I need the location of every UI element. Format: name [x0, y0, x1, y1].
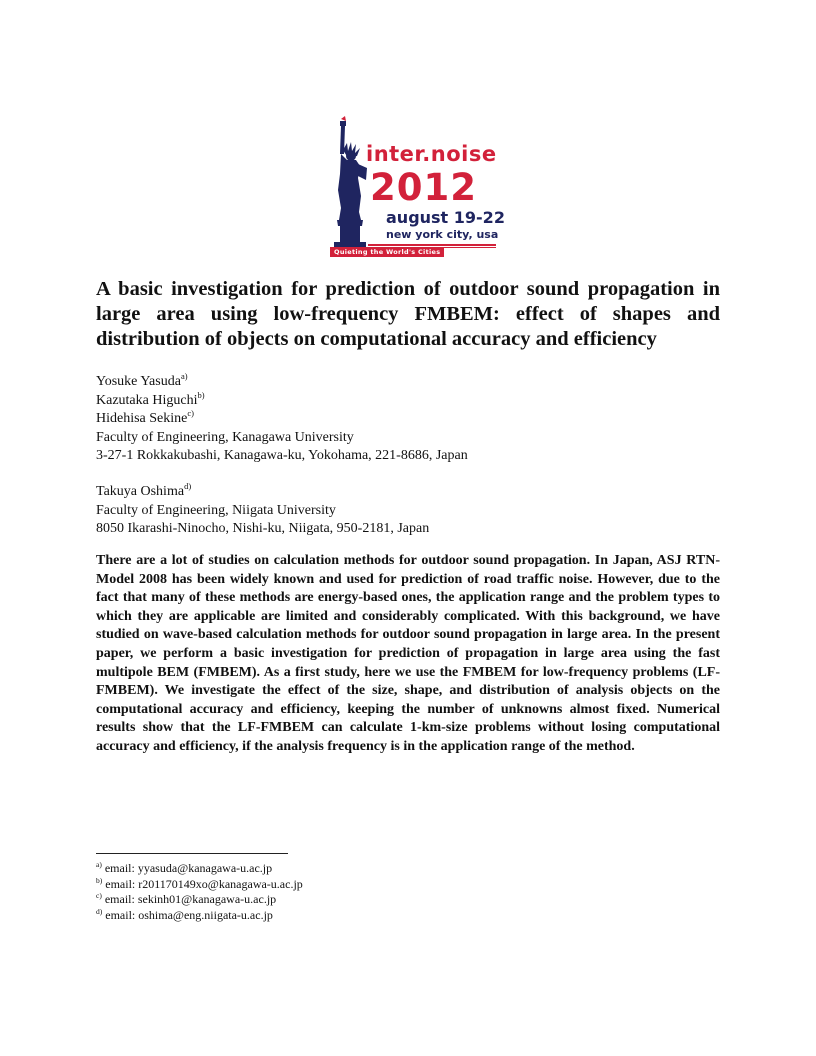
footnote-mark: d)	[96, 906, 103, 916]
paper-title: A basic investigation for prediction of outdoor sound propagation in large area using low-frequency FMBEM: effect of shapes and distribution of objects on computational accuracy and efficiency	[96, 278, 720, 350]
author-name: Hidehisa Sekine	[96, 411, 188, 426]
footnote-mark: a)	[96, 860, 102, 869]
logo-inter-noise-text: inter.noise	[366, 142, 497, 166]
footnote-email: email: oshima@eng.niigata-u.ac.jp	[105, 907, 273, 922]
footnote-email: email: yyasuda@kanagawa-u.ac.jp	[104, 861, 273, 875]
footnote	[96, 861, 303, 877]
logo-tagline: Quieting the World's Cities	[330, 248, 444, 257]
footnote-email: email: sekinh01@kanagawa-u.ac.jp	[104, 892, 277, 906]
address: 3-27-1 Rokkakubashi, Kanagawa-ku, Yokohama, 221-8686, Japan	[96, 448, 468, 463]
author-line	[96, 483, 736, 502]
footnote-divider	[96, 853, 288, 854]
author-mark: a)	[180, 371, 188, 381]
author-line	[96, 410, 736, 429]
abstract: There are a lot of studies on calculation methods for outdoor sound propagation. In Japan, ASJ RTN-Model 2008 has been widely known and used for prediction of road traffic noise. However, due to the fact that many of these methods are energy-based ones, the application range and the problem types to which they are applicable are limited and considerably complicated. With this background, we have studied on wave-based calculation methods for outdoor sound propagation in large area. In the present paper, we perform a basic investigation for prediction of propagation in large area using the fast multipole BEM (FMBEM). As a first study, here we use the FMBEM for low-frequency problems (LF-FMBEM). We investigate the effect of the size, shape, and distribution of analysis objects on the computational accuracy and efficiency, keeping the number of unknowns almost fixed. Numerical results show that the LF-FMBEM can calculate 1-km-size problems without losing computational accuracy and efficiency, if the analysis frequency is in the application range of the method.	[96, 553, 720, 754]
logo-city-text: new york city, usa	[386, 228, 499, 241]
footnote-mark: c)	[96, 891, 102, 900]
author-mark: d)	[184, 481, 192, 491]
author-line	[96, 373, 736, 392]
footnote-email: email: r201170149xo@kanagawa-u.ac.jp	[105, 876, 303, 891]
author-mark: b)	[197, 389, 205, 400]
conference-logo	[320, 116, 504, 262]
institution: Faculty of Engineering, Kanagawa University	[96, 429, 354, 445]
footnotes	[96, 861, 303, 923]
address: 8050 Ikarashi-Ninocho, Nishi-ku, Niigata, 950-2181, Japan	[96, 521, 430, 536]
logo-year-text: 2012	[370, 166, 477, 209]
author-name: Yosuke Yasuda	[96, 374, 181, 389]
footnote	[96, 877, 303, 893]
author-block-1	[96, 373, 736, 466]
author-name: Kazutaka Higuchi	[96, 392, 198, 408]
author-name: Takuya Oshima	[96, 484, 185, 499]
author-block-2	[96, 483, 736, 539]
logo-date-text: august 19-22	[386, 208, 505, 227]
footnote	[96, 892, 303, 908]
author-mark: c)	[187, 408, 194, 418]
footnote	[96, 908, 303, 924]
institution: Faculty of Engineering, Niigata University	[96, 502, 336, 518]
footnote-mark: b)	[96, 875, 103, 885]
